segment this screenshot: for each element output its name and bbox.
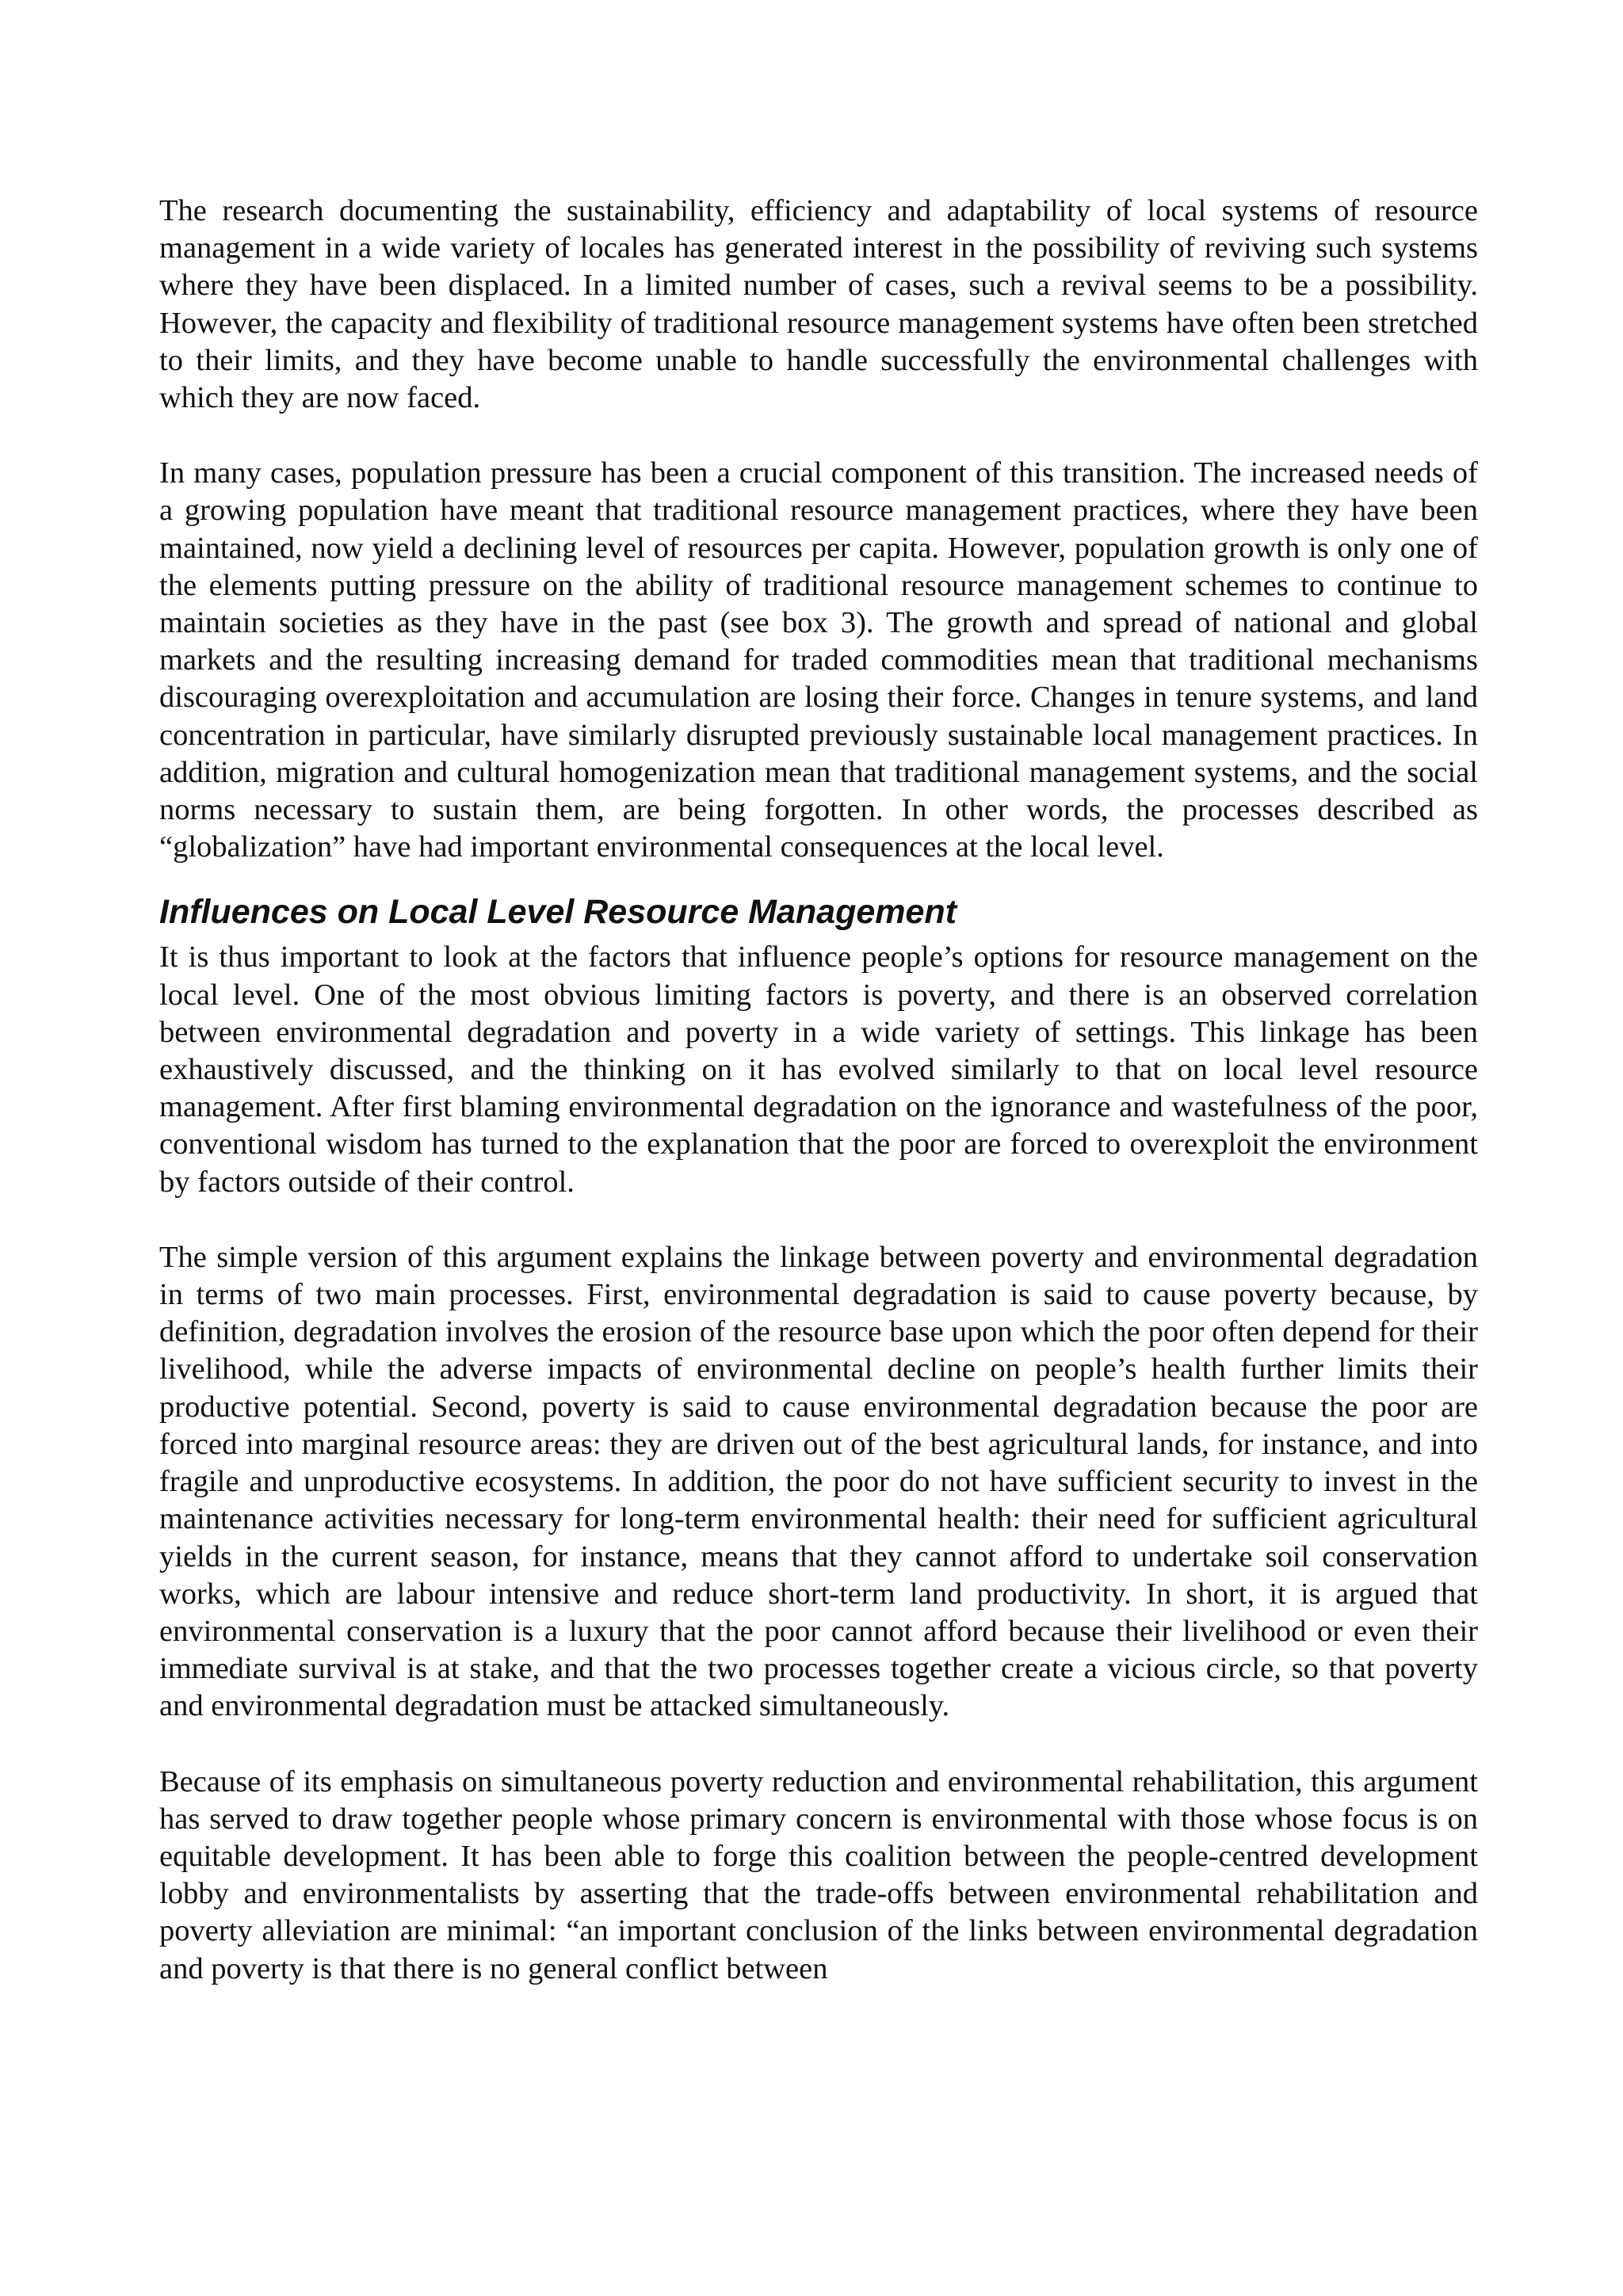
section-heading: Influences on Local Level Resource Management [159, 893, 957, 932]
document-page [159, 193, 1478, 1988]
paragraph-coalition-argument: Because of its emphasis on simultaneous poverty reduction and environmental rehabilitation, this argument has served to draw together people whose primary concern is environmental with those whose focus is on equitable development. It has been able to forge this coalition between the people-centred development lobby and environmentalists by asserting that the trade-offs between environmental rehabilitation and poverty alleviation are minimal: “an important conclusion of the links between environmental degradation and poverty is that there is no general conflict between [159, 1764, 1478, 1985]
paragraph-population-pressure: In many cases, population pressure has been a crucial component of this transition. The increased needs of a growing population have meant that traditional resource management practices, where they have been maintained, now yield a declining level of resources per capita. However, population growth is only one of the elements putting pressure on the ability of traditional resource management schemes to continue to maintain societies as they have in the past (see box 3). The growth and spread of national and global markets and the resulting increasing demand for traded commodities mean that traditional mechanisms discouraging overexploitation and accumulation are losing their force. Changes in tenure systems, and land concentration in particular, have similarly disrupted previously sustainable local management practices. In addition, migration and cultural homogenization mean that traditional management systems, and the social norms necessary to sustain them, are being forgotten. In other words, the processes described as “globalization” have had important environmental consequences at the local level. [159, 456, 1478, 864]
paragraph-poverty-degradation-linkage: The simple version of this argument explains the linkage between poverty and environmental degradation in terms of two main processes. First, environmental degradation is said to cause poverty because, by definition, degradation involves the erosion of the resource base upon which the poor often depend for their livelihood, while the adverse impacts of environmental decline on people’s health further limits their productive potential. Second, poverty is said to cause environmental degradation because the poor are forced into marginal resource areas: they are driven out of the best agricultural lands, for instance, and into fragile and unproductive ecosystems. In addition, the poor do not have sufficient security to invest in the maintenance activities necessary for long-term environmental health: their need for sufficient agricultural yields in the current season, for instance, means that they cannot afford to undertake soil conservation works, which are labour intensive and reduce short-term land productivity. In short, it is argued that environmental conservation is a luxury that the poor cannot afford because their livelihood or even their immediate survival is at stake, and that the two processes together create a vicious circle, so that poverty and environmental degradation must be attacked simultaneously. [159, 1240, 1478, 1723]
paragraph-local-systems-revival: The research documenting the sustainability, efficiency and adaptability of local systems of resource management in a wide variety of locales has generated interest in the possibility of reviving such systems where they have been displaced. In a limited number of cases, such a revival seems to be a possibility. However, the capacity and flexibility of traditional resource management systems have often been stretched to their limits, and they have become unable to handle successfully the environmental challenges with which they are now faced. [159, 194, 1478, 415]
paragraph-poverty-factors: It is thus important to look at the factors that influence people’s options for resource management on the local level. One of the most obvious limiting factors is poverty, and there is an observed correlation between environmental degradation and poverty in a wide variety of settings. This linkage has been exhaustively discussed, and the thinking on it has evolved similarly to that on local level resource management. After first blaming environmental degradation on the ignorance and wastefulness of the poor, conventional wisdom has turned to the explanation that the poor are forced to overexploit the environment by factors outside of their control. [159, 940, 1478, 1199]
